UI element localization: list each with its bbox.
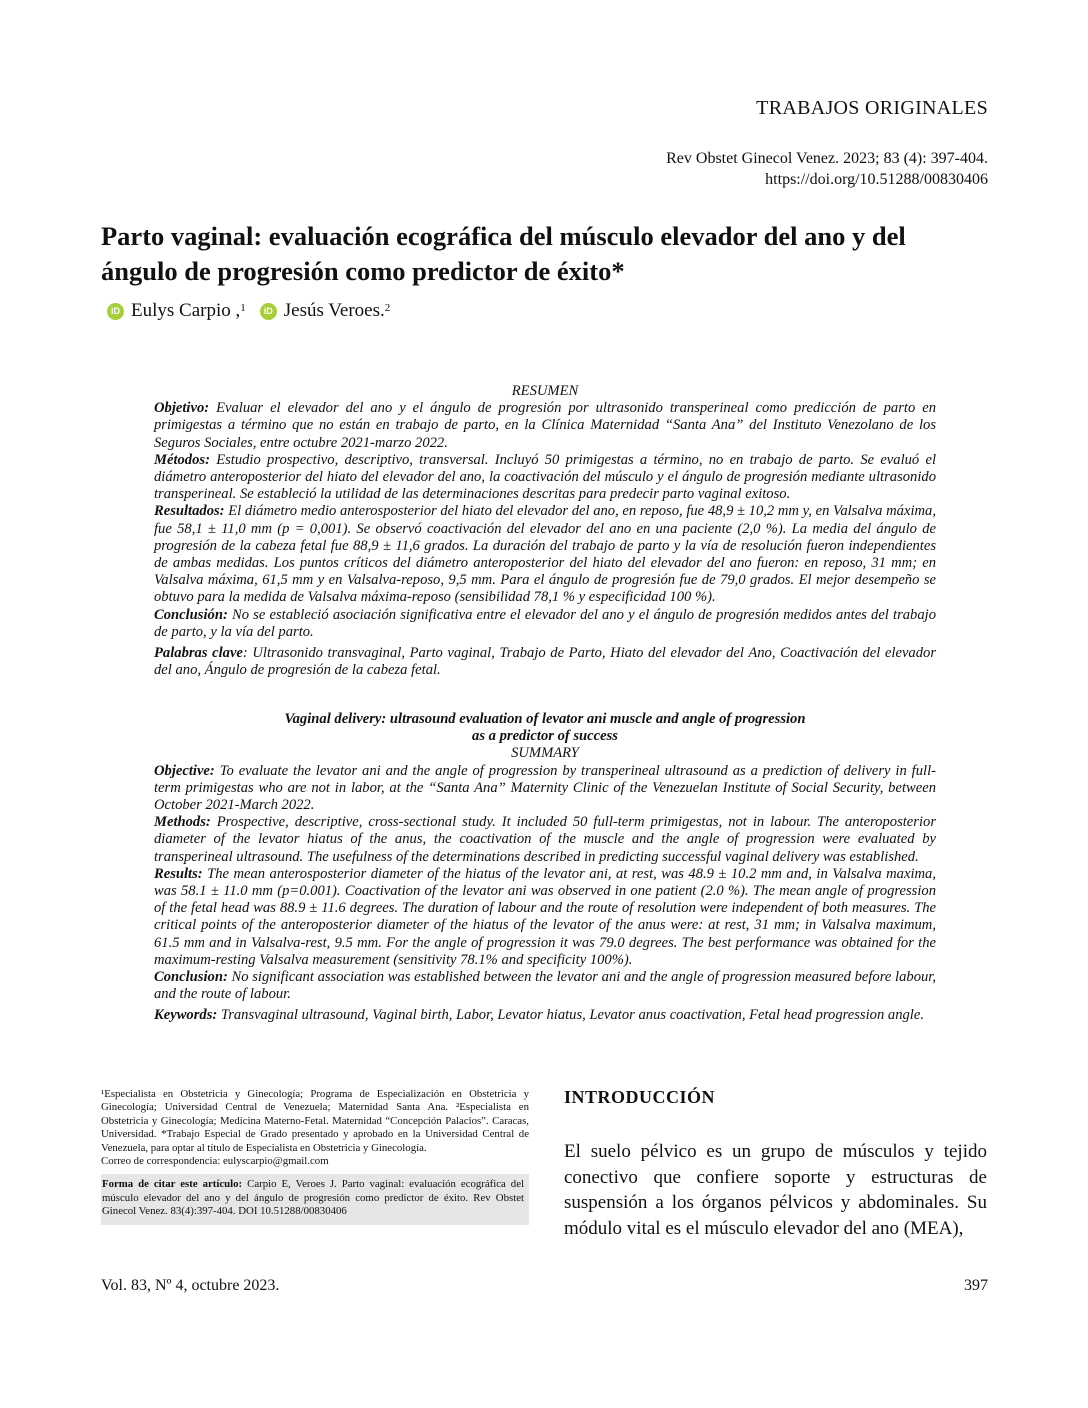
abstract-results — [154, 866, 936, 969]
label: Objetivo: — [154, 400, 210, 417]
english-title — [154, 711, 936, 745]
orcid-icon[interactable]: iD — [260, 303, 277, 320]
text: No significant association was established between the levator ani and the angle of progression measured before labour, and the route of labour. — [154, 969, 936, 1003]
label: Conclusion: — [154, 969, 228, 986]
author-list — [107, 300, 404, 322]
abstract-resultados — [154, 503, 936, 606]
text: Estudio prospectivo, descriptivo, transversal. Incluyó 50 primigestas a término, no en trabajo de parto. Se evaluó el diámetro anteroposterior del hiato del elevador del ano, la coactivación del músculo y el ángulo de progresión mediante ultrasonido transperineal. Se estableció la utilidad de las determinaciones descritas para predecir parto vaginal exitoso. — [154, 451, 936, 503]
text: The mean anterosposterior diameter of the hiatus of the levator ani, at rest, was 48.9 ± 10.2 mm and, in Valsalva maxima, was 58.1 ± 11.0 mm (p=0.001). Coactivation of the levator ani was observed in one patient (2.0 %). The mean angle of progression of the fetal head was 88.9 ± 11.6 degrees. The duration of labour and the route of resolution were independent of both measures. The critical points of the anteroposterior diameter of the hiatus of the levator of the anus were: at rest, 31 mm; in Valsalva maximum, 61.5 mm and in Valsalva-rest, 9.5 mm. For the angle of progression it was 79.0 degrees. The best performance was obtained for the maximum-resting Valsalva measurement (sensitivity 78.1% and specificity 100%). — [154, 865, 936, 968]
section-label: TRABAJOS ORIGINALES — [756, 97, 988, 119]
abstract-palabras-clave — [154, 645, 936, 679]
citation-line: Rev Obstet Ginecol Venez. 2023; 83 (4): 397-404. — [666, 150, 988, 167]
abstract-methods — [154, 814, 936, 866]
text: Prospective, descriptive, cross-sectional study. It included 50 full-term primigestas, not in labour. The anteroposterior diameter of the levator hiatus of the anus, the coactivation of the muscle and the angle of progression were evaluated by transperineal ultrasound. The usefulness of the determinations described in predicting successful vaginal delivery was established. — [154, 814, 936, 865]
how-to-cite-box — [101, 1174, 529, 1224]
text: Transvaginal ultrasound, Vaginal birth, Labor, Levator hiatus, Levator anus coactivation, Fetal head progression angle. — [217, 1007, 924, 1024]
author-1 — [107, 300, 246, 322]
label: Conclusión: — [154, 606, 228, 623]
author-2 — [260, 300, 390, 322]
label: Palabras clave — [154, 645, 243, 662]
abstract-objective — [154, 763, 936, 815]
abstract-objetivo — [154, 400, 936, 452]
doi-link[interactable]: https://doi.org/10.51288/00830406 — [765, 171, 988, 188]
abstract-keywords — [154, 1007, 936, 1024]
abstract-conclusion-en — [154, 969, 936, 1003]
resumen-heading: RESUMEN — [511, 383, 579, 399]
introduccion-heading: INTRODUCCIÓN — [564, 1087, 716, 1107]
footnotes — [101, 1088, 529, 1225]
text: : Ultrasonido transvaginal, Parto vaginal, Trabajo de Parto, Hiato del elevador del Ano, Coactivación del elevador del ano, Ángulo de progresión de la cabeza fetal. — [154, 645, 936, 679]
label: Resultados: — [154, 503, 225, 520]
affiliations: ¹Especialista en Obstetricia y Ginecología; Programa de Especialización en Obstetricia y Ginecología; Universidad Central de Venezuela; Maternidad Santa Ana. ²Especialista en Obstetricia y Ginecología; Medicina Materno-Fetal. Maternidad “Concepción Palacios”. Caracas, Universidad. *Trabajo Especial de Grado presentado y aprobado en la Universidad Central de Venezuela, para optar al título de Especialista en Obstetricia y Ginecología. — [101, 1088, 529, 1154]
label: Results: — [154, 865, 203, 882]
author-affiliation-mark: 1 — [240, 302, 246, 314]
cite-text: Carpio E, Veroes J. Parto vaginal: evaluación ecográfica del músculo elevador del ano y del ángulo de progresión como predictor de éxito. Rev Obstet Ginecol Venez. 83(4):397-404. DOI 10.51288/00830406 — [102, 1178, 524, 1218]
text: Evaluar el elevador del ano y el ángulo de progresión por ultrasonido transperineal como predicción de parto en primigestas a término que no están en trabajo de parto, en la Clínica Maternidad “Santa Ana” del Instituto Venezolano de los Seguros Sociales, entre octubre 2021-marzo 2022. — [154, 400, 936, 451]
cite-label: Forma de citar este artículo: — [102, 1178, 243, 1191]
introduccion-text: El suelo pélvico es un grupo de músculos y tejido conectivo que confiere soporte y estructuras de suspensión a los órganos pélvicos y abdominales. Su módulo vital es el músculo elevador del ano (MEA), — [564, 1141, 987, 1239]
english-title-line2: as a predictor of success — [472, 728, 618, 745]
correspondence-email[interactable]: Correo de correspondencia: eulyscarpio@gmail.com — [101, 1155, 329, 1168]
author-affiliation-mark: 2 — [384, 302, 391, 314]
abstract-conclusion — [154, 607, 936, 641]
page-number: 397 — [964, 1277, 988, 1294]
label: Métodos: — [154, 451, 210, 468]
text: To evaluate the levator ani and the angle of progression by transperineal ultrasound as a prediction of delivery in full-term primigestas who are not in labor, at the “Santa Ana” Maternity Clinic of the Venezuelan Institute of Social Security, between October 2021-March 2022. — [154, 762, 936, 814]
text: El diámetro medio anterosposterior del hiato del elevador del ano, en reposo, fue 48,9 ± 10,2 mm y, en Valsalva máxima, fue 58,1 ± 11,0 mm (p = 0,001). Se observó coactivación del elevador del ano en una paciente (2,0 %). La media del ángulo de progresión de la cabeza fetal fue 88,9 ± 11,6 grados. La duración del trabajo de parto y la vía de resolución fueron independientes de ambas medidas. Los puntos críticos del diámetro anteroposterior del hiato del elevador del ano fueron: en reposo, 31 mm; en Valsalva máxima, 61,5 mm y en Valsalva-reposo, 9,5 mm. Para el ángulo de progresión fue de 79,0 grados. El mejor desempeño se obtuvo para la medida de Valsalva máxima-reposo (sensibilidad 78,1 % y especificidad 100 %). — [154, 503, 936, 606]
summary-heading: SUMMARY — [511, 745, 579, 762]
journal-citation — [666, 148, 988, 190]
label: Objective: — [154, 762, 215, 779]
article-title: Parto vaginal: evaluación ecográfica del músculo elevador del ano y del ángulo de progresión como predictor de éxito* — [101, 221, 906, 286]
orcid-icon[interactable]: iD — [107, 303, 124, 320]
abstract-english — [154, 711, 936, 1025]
footer-volume: Vol. 83, Nº 4, octubre 2023. — [101, 1277, 280, 1294]
abstract-metodos — [154, 452, 936, 504]
text: No se estableció asociación significativa entre el elevador del ano y el ángulo de progresión medidos antes del trabajo de parto, y la vía del parto. — [154, 606, 936, 640]
author-name: Jesús Veroes. — [283, 300, 385, 321]
label: Keywords: — [154, 1007, 218, 1024]
author-name: Eulys Carpio , — [131, 300, 241, 321]
abstract-spanish — [154, 383, 936, 679]
label: Methods: — [154, 814, 211, 831]
english-title-line1: Vaginal delivery: ultrasound evaluation of levator ani muscle and angle of progression — [284, 711, 806, 727]
